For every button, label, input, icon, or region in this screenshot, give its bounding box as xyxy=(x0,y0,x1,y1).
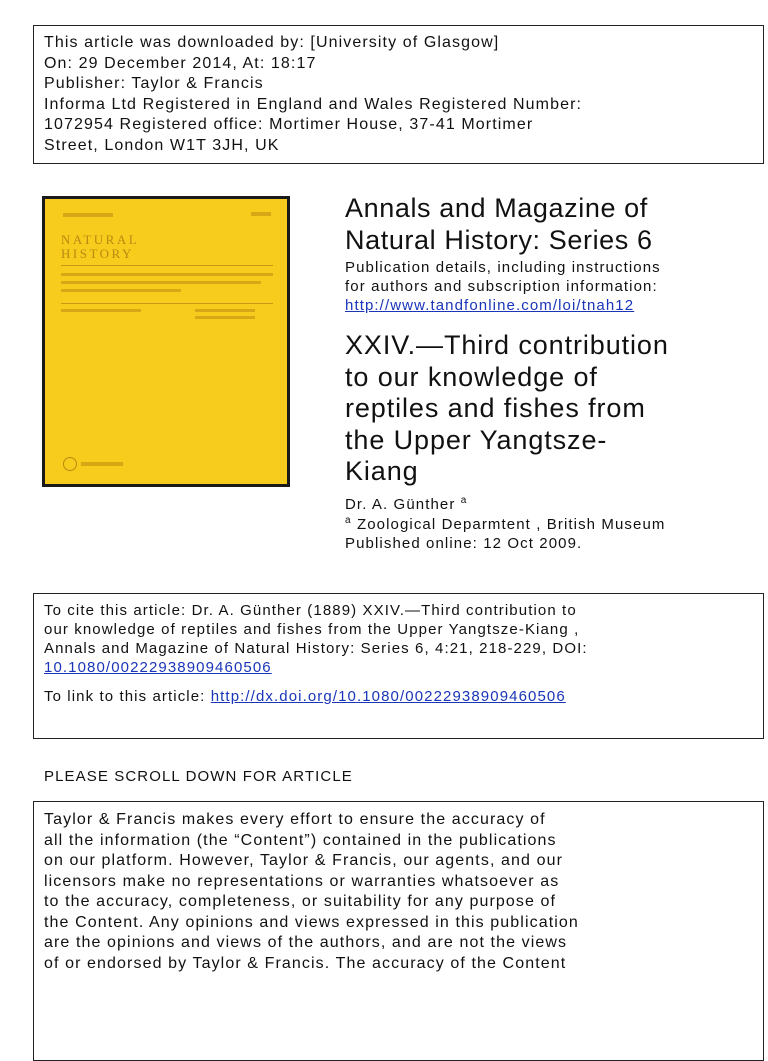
article-link-label: To link to this article: xyxy=(44,688,211,705)
cover-rule xyxy=(61,303,273,304)
disclaimer-line: are the opinions and views of the authors, and are not the views xyxy=(44,934,568,951)
article-title-line: Kiang xyxy=(345,456,419,486)
download-notice-line: Street, London W1T 3JH, UK xyxy=(44,136,280,154)
cover-title-line: NATURAL xyxy=(61,232,140,247)
journal-title-line: Natural History: Series 6 xyxy=(345,225,653,255)
cover-text-line xyxy=(61,273,273,276)
download-notice-line: On: 29 December 2014, At: 18:17 xyxy=(44,54,317,72)
disclaimer-line: all the information (the “Content”) contained in the publications xyxy=(44,831,557,849)
cover-rule xyxy=(61,265,273,266)
disclaimer-line: to the accuracy, completeness, or suitability for any purpose of xyxy=(44,893,557,910)
publisher-logo-icon xyxy=(63,457,77,471)
author-block xyxy=(345,495,666,554)
cover-text-line xyxy=(61,309,141,312)
published-date: Published online: 12 Oct 2009. xyxy=(345,535,583,552)
cover-text-line xyxy=(195,309,255,312)
disclaimer-line: of or endorsed by Taylor & Francis. The accuracy of the Content xyxy=(44,954,567,972)
article-title xyxy=(345,330,745,488)
journal-title xyxy=(345,192,653,256)
disclaimer-line: the Content. Any opinions and views expressed in this publication xyxy=(44,913,579,931)
cover-header-text xyxy=(63,213,113,217)
cover-title-line: HISTORY xyxy=(61,246,134,261)
publication-details-line: for authors and subscription information: xyxy=(345,278,658,295)
cover-text-line xyxy=(195,316,255,319)
citation-line: Annals and Magazine of Natural History: Series 6, 4:21, 218-229, DOI: xyxy=(44,640,588,657)
citation-line: our knowledge of reptiles and fishes from the Upper Yangtsze-Kiang , xyxy=(44,621,580,638)
author-name: Dr. A. Günther $^a$ xyxy=(345,495,468,513)
cover-logo-text xyxy=(81,462,123,466)
cover-corner-text xyxy=(251,212,271,216)
download-notice-line: 1072954 Registered office: Mortimer House, 37-41 Mortimer xyxy=(44,116,534,133)
article-title-line: XXIV.—Third contribution xyxy=(345,330,669,360)
disclaimer-line: licensors make no representations or warranties whatsoever as xyxy=(44,872,560,890)
download-notice-line: Publisher: Taylor & Francis xyxy=(44,75,264,92)
publication-details-line: Publication details, including instructions xyxy=(345,259,661,276)
doi-link[interactable]: 10.1080/00222938909460506 xyxy=(44,659,272,676)
journal-title-line: Annals and Magazine of xyxy=(345,193,648,223)
article-link-row xyxy=(44,687,753,706)
journal-cover-face xyxy=(45,199,287,484)
download-notice-box xyxy=(33,25,764,164)
article-title-line: reptiles and fishes from xyxy=(345,393,646,423)
affiliation-superscript: a xyxy=(345,514,352,526)
cover-title xyxy=(61,233,139,261)
scroll-notice: PLEASE SCROLL DOWN FOR ARTICLE xyxy=(44,768,353,785)
disclaimer-line: on our platform. However, Taylor & Francis, our agents, and our xyxy=(44,852,564,869)
author-superscript: a xyxy=(460,495,468,506)
download-notice-line: This article was downloaded by: [University of Glasgow] xyxy=(44,34,500,51)
cover-text-line xyxy=(61,289,181,292)
author-affiliation: $^a$ Zoological Deparmtent , British Museum xyxy=(345,514,666,533)
article-title-line: to our knowledge of xyxy=(345,361,598,392)
publication-details xyxy=(345,258,661,315)
citation-line: To cite this article: Dr. A. Günther (1889) XXIV.—Third contribution to xyxy=(44,602,577,619)
journal-cover-image xyxy=(42,196,290,487)
download-notice-line: Informa Ltd Registered in England and Wales Registered Number: xyxy=(44,95,583,113)
disclaimer-box xyxy=(33,801,764,1061)
citation-box xyxy=(33,593,764,739)
journal-url-link[interactable]: http://www.tandfonline.com/loi/tnah12 xyxy=(345,297,635,314)
disclaimer-line: Taylor & Francis makes every effort to ensure the accuracy of xyxy=(44,811,546,828)
cover-text-line xyxy=(61,281,261,284)
article-link-url[interactable]: http://dx.doi.org/10.1080/00222938909460506 xyxy=(210,688,566,705)
article-title-line: the Upper Yangtsze- xyxy=(345,424,608,455)
